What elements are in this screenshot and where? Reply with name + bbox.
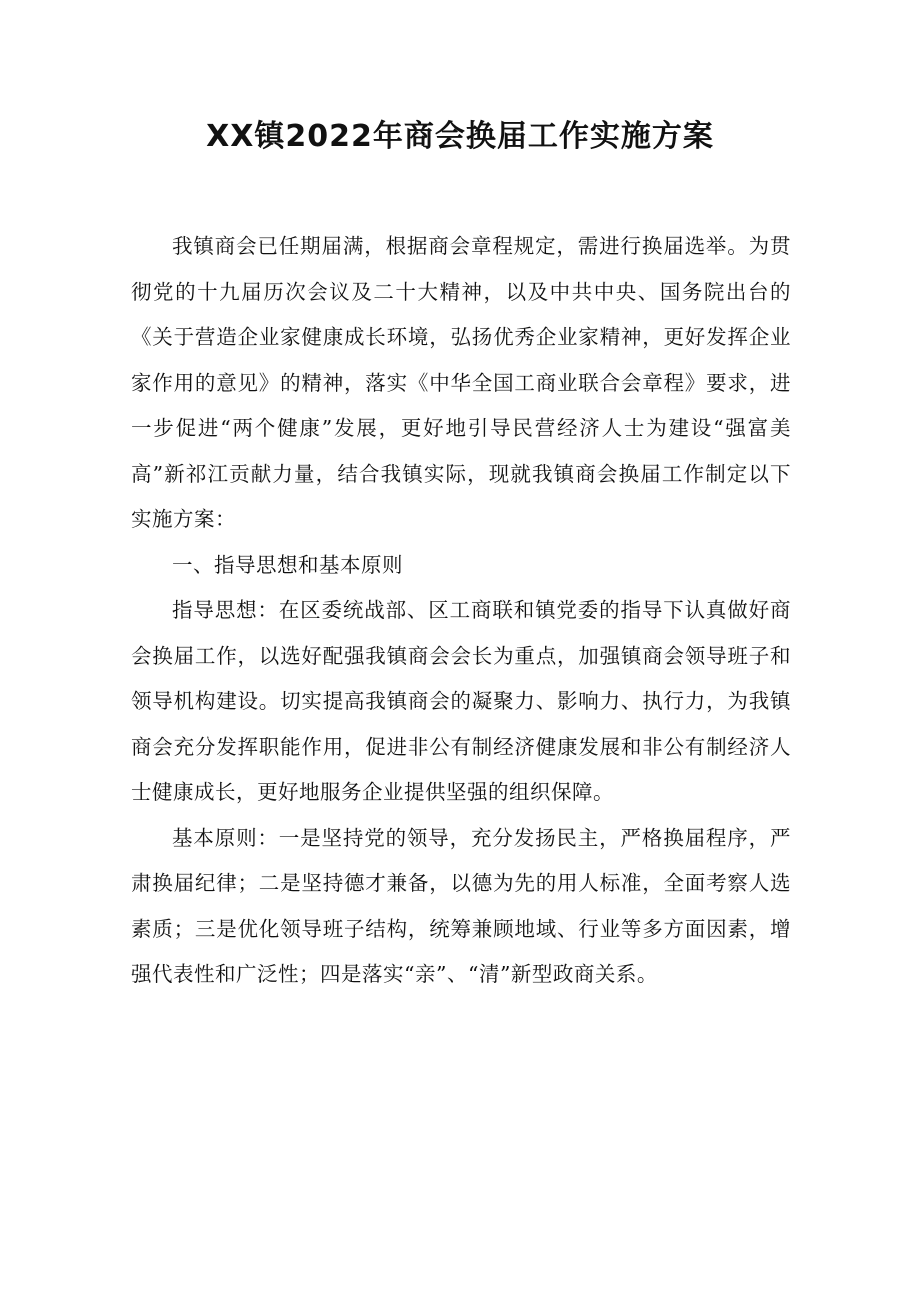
document-title: XX镇2022年商会换届工作实施方案 bbox=[206, 119, 714, 154]
paragraph-basic-principles: 基本原则：一是坚持党的领导，充分发扬民主，严格换届程序，严肃换届纪律；二是坚持德才兼备，以德为先的用人标准，全面考察人选素质；三是优化领导班子结构，统筹兼顾地域、行业等多方面因素，增强代表性和广泛性；四是落实“亲”、“清”新型政商关系。 bbox=[131, 825, 791, 986]
paragraph-guiding-ideology: 指导思想：在区委统战部、区工商联和镇党委的指导下认真做好商会换届工作，以选好配强我镇商会会长为重点，加强镇商会领导班子和领导机构建设。切实提高我镇商会的凝聚力、影响力、执行力，为我镇商会充分发挥职能作用，促进非公有制经济健康发展和非公有制经济人士健康成长，更好地服务企业提供坚强的组织保障。 bbox=[131, 598, 791, 804]
paragraph-intro: 我镇商会已任期届满，根据商会章程规定，需进行换届选举。为贯彻党的十九届历次会议及二十大精神，以及中共中央、国务院出台的《关于营造企业家健康成长环境，弘扬优秀企业家精神，更好发挥企业家作用的意见》的精神，落实《中华全国工商业联合会章程》要求，进一步促进“两个健康”发展，更好地引导民营经济人士为建设“强富美高”新祁江贡献力量，结合我镇实际，现就我镇商会换届工作制定以下实施方案： bbox=[131, 234, 791, 531]
document-body bbox=[131, 224, 791, 998]
section-heading: 一、指导思想和基本原则 bbox=[172, 552, 403, 577]
